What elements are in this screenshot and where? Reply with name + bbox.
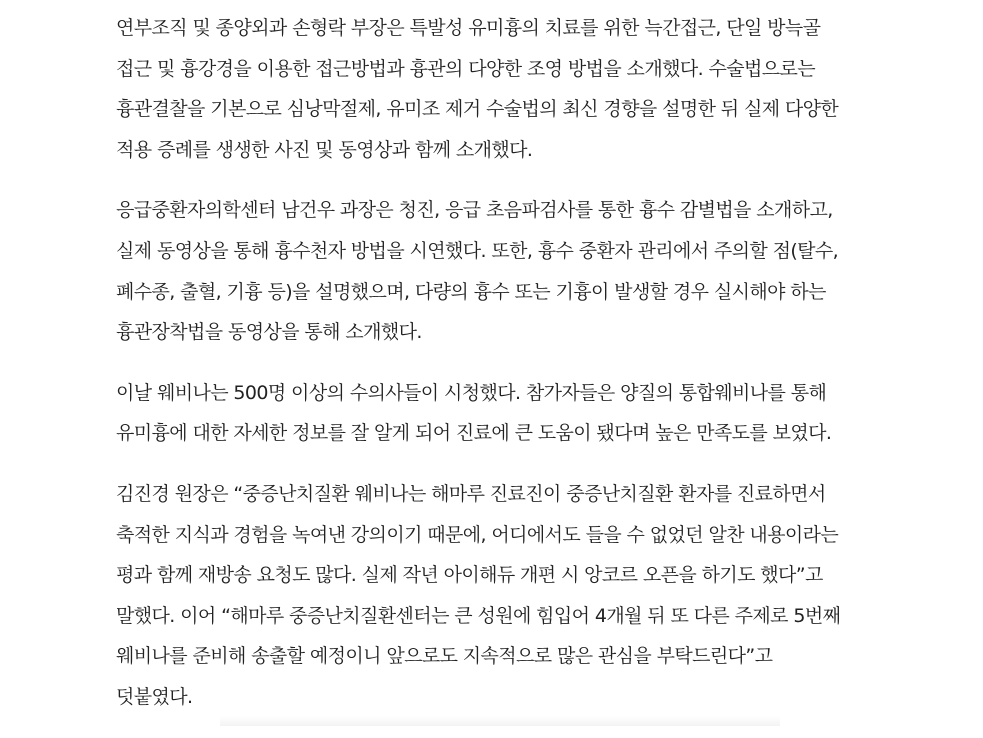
bottom-fade	[220, 716, 780, 726]
text-line: 말했다. 이어 “해마루 중증난치질환센터는 큰 성원에 힘입어 4개월 뒤 또 다른 주제로 5번째	[116, 604, 841, 627]
text-line: 김진경 원장은 “중증난치질환 웨비나는 해마루 진료진이 중증난치질환 환자를 진료하면서	[116, 482, 826, 505]
text-line: 이날 웨비나는 500명 이상의 수의사들이 시청했다. 참가자들은 양질의 통합웨비나를 통해	[116, 381, 827, 404]
text-line: 흉관장착법을 동영상을 통해 소개했다.	[116, 321, 422, 344]
text-line: 연부조직 및 종양외과 손형락 부장은 특발성 유미흉의 치료를 위한 늑간접근, 단일 방늑골	[116, 17, 821, 39]
paragraph-2	[116, 190, 876, 352]
paragraph-1	[116, 8, 876, 170]
paragraph-3	[116, 373, 876, 454]
text-line: 덧붙였다.	[116, 685, 193, 708]
text-line: 흉관결찰을 기본으로 심낭막절제, 유미조 제거 수술법의 최신 경향을 설명한 뒤 실제 다양한	[116, 98, 839, 121]
text-line: 접근 및 흉강경을 이용한 접근방법과 흉관의 다양한 조영 방법을 소개했다. 수술법으로는	[116, 57, 815, 80]
text-line: 축적한 지식과 경험을 녹여낸 강의이기 때문에, 어디에서도 들을 수 없었던 알찬 내용이라는	[116, 523, 839, 546]
text-line: 실제 동영상을 통해 흉수천자 방법을 시연했다. 또한, 흉수 중환자 관리에서 주의할 점(탈수,	[116, 239, 839, 262]
paragraph-4	[116, 474, 876, 718]
text-line: 웨비나를 준비해 송출할 예정이니 앞으로도 지속적으로 많은 관심을 부탁드린다”고	[116, 645, 773, 668]
text-line: 적용 증례를 생생한 사진 및 동영상과 함께 소개했다.	[116, 138, 533, 161]
article-body	[116, 8, 876, 738]
text-line: 평과 함께 재방송 요청도 많다. 실제 작년 아이해듀 개편 시 앙코르 오픈을 하기도 했다”고	[116, 564, 823, 587]
text-line: 유미흉에 대한 자세한 정보를 잘 알게 되어 진료에 큰 도움이 됐다며 높은 만족도를 보였다.	[116, 422, 832, 445]
text-line: 응급중환자의학센터 남건우 과장은 청진, 응급 초음파검사를 통한 흉수 감별법을 소개하고,	[116, 199, 833, 222]
text-line: 폐수종, 출혈, 기흉 등)을 설명했으며, 다량의 흉수 또는 기흉이 발생할 경우 실시해야 하는	[116, 280, 826, 303]
